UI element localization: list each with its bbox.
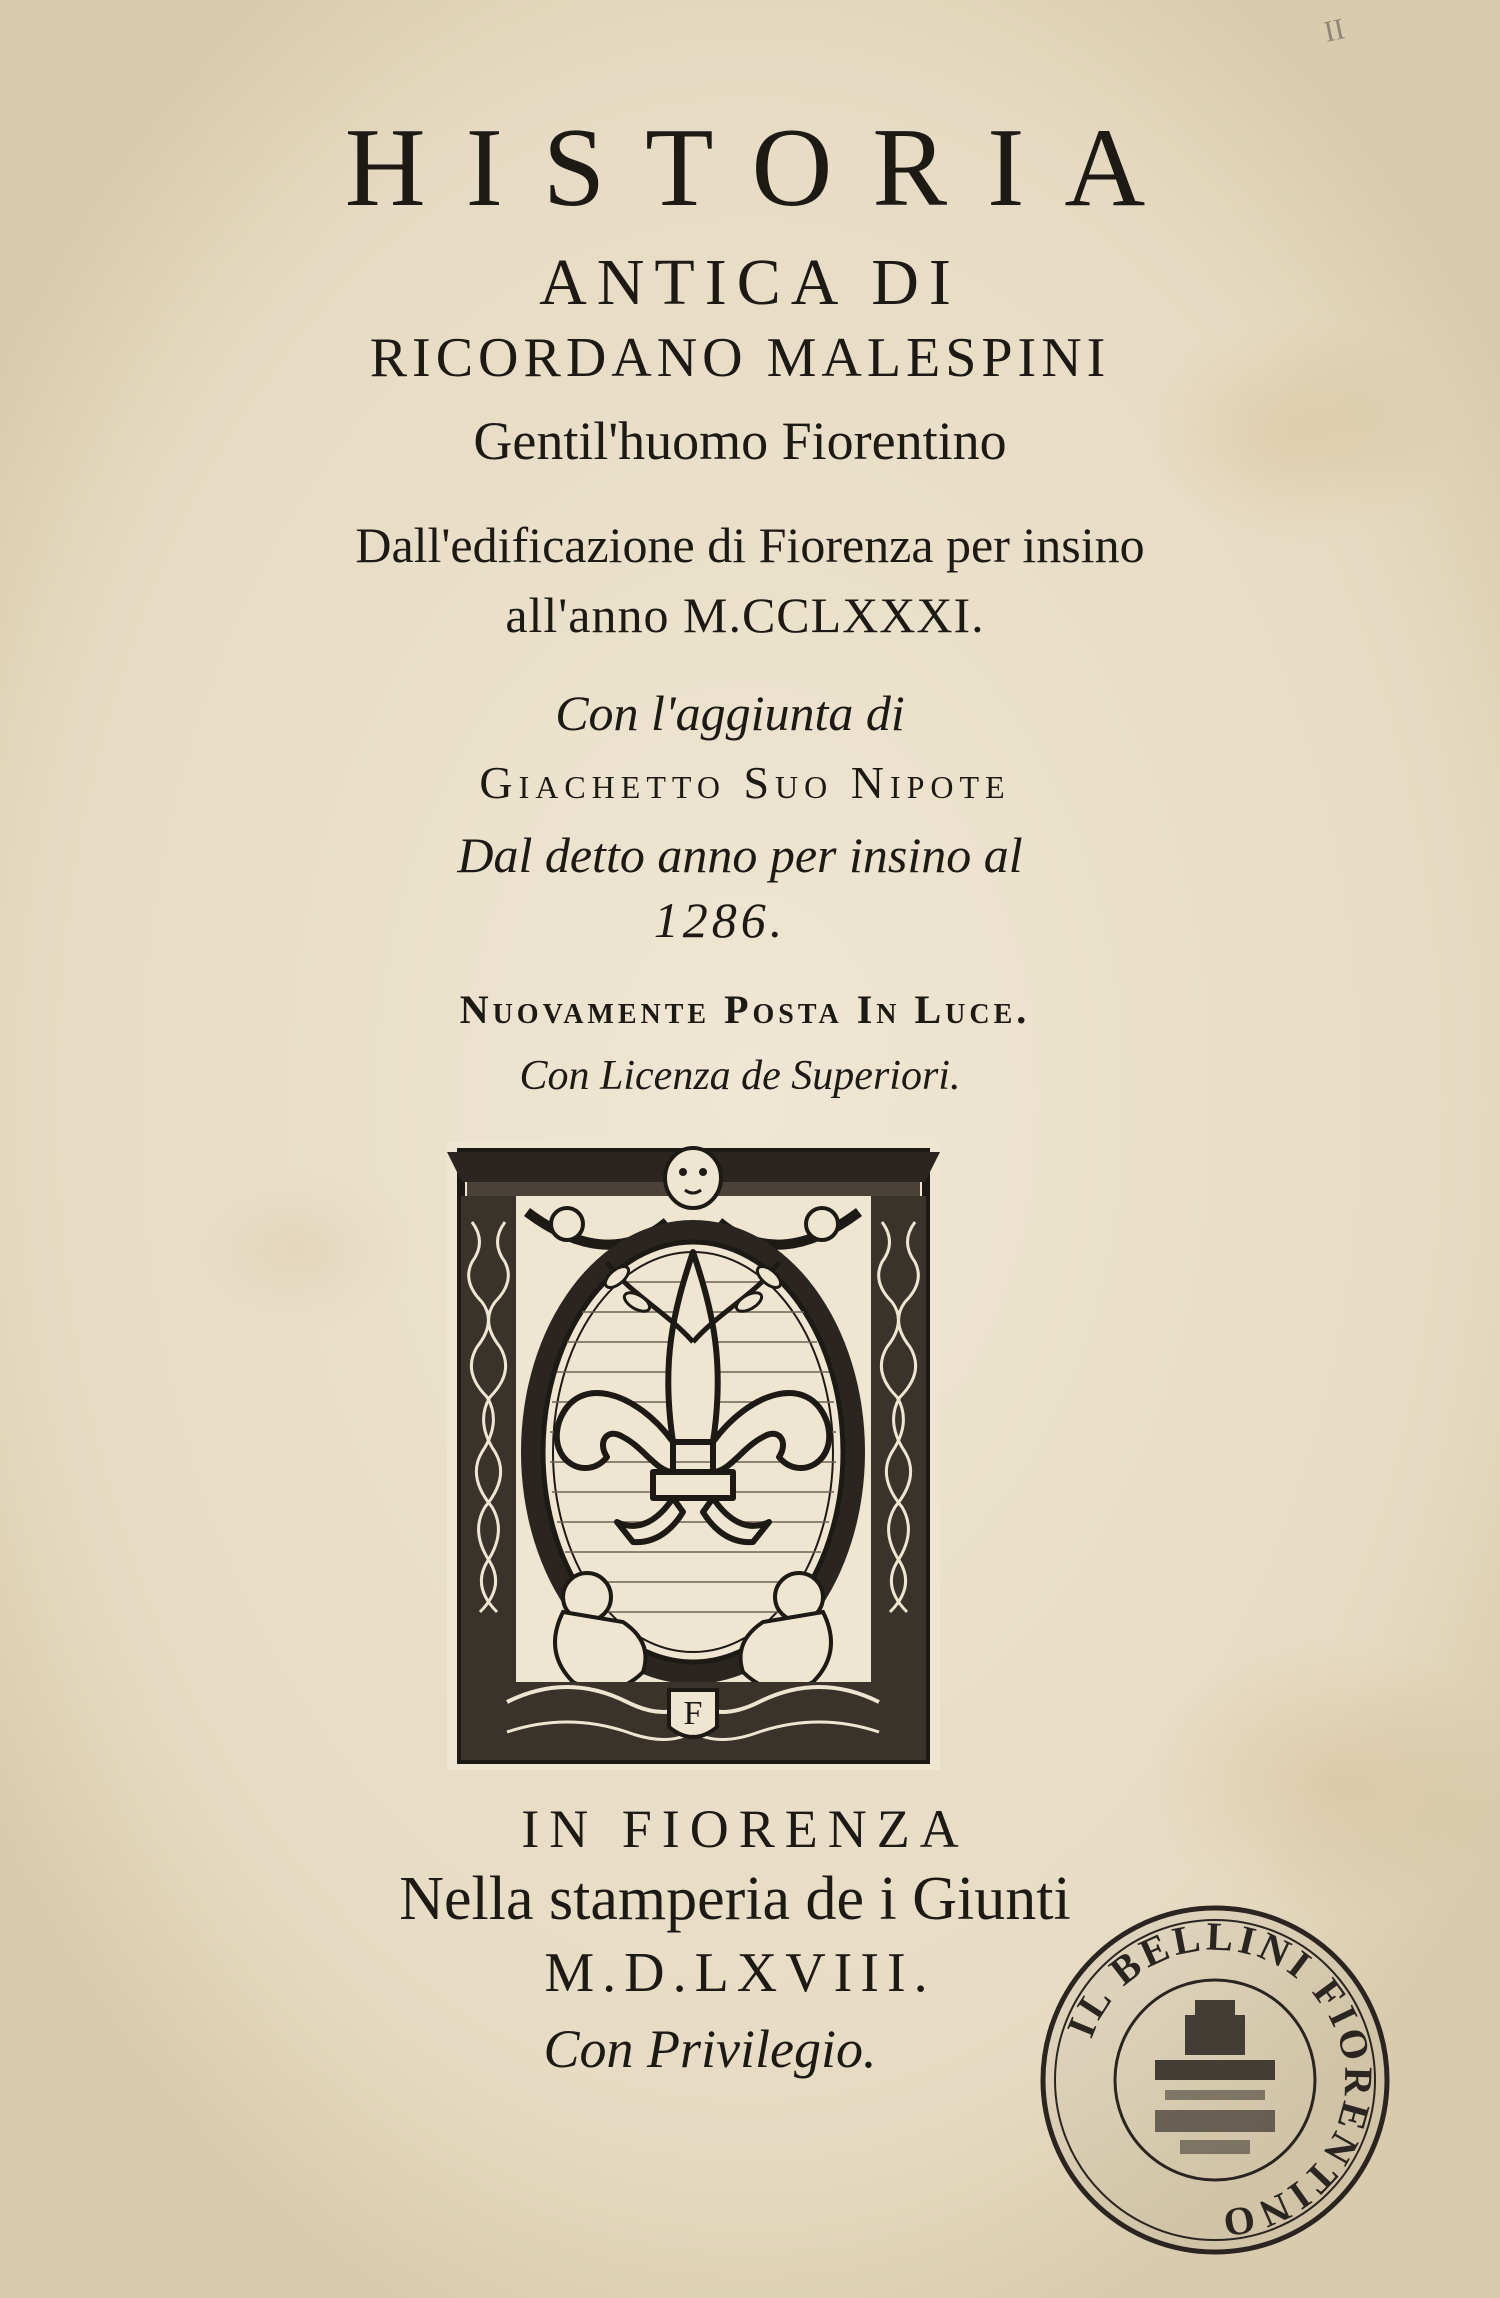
license-notice: Con Licenza de Superiori. [519,1053,961,1099]
nephew-period: Dal detto anno per insino al [457,827,1023,883]
nephew-name: Giachetto Suo Nipote [479,757,1011,808]
period-line-1: Dall'edificazione di Fiorenza per insino [355,517,1145,573]
author-description: Gentil'huomo Fiorentino [473,411,1007,471]
fleur-de-lis-woodcut-icon [447,1142,940,1770]
imprint-press: Nella stamperia de i Giunti [399,1865,1071,1933]
nephew-year: 1286. [653,892,787,948]
device-initial: F [683,1695,703,1732]
title-line-2: ANTICA DI [539,246,961,319]
imprint-city: IN FIORENZA [521,1799,969,1859]
privilege-notice: Con Privilegio. [543,2019,877,2079]
main-title: HISTORIA [344,106,1186,230]
addition-intro: Con l'aggiunta di [555,685,905,741]
new-light-notice: Nuovamente Posta In Luce. [459,987,1031,1032]
stamp-text: IL BELLINI FIORENTINO [1057,1913,1382,2247]
author-name: RICORDANO MALESPINI [369,327,1111,389]
period-line-2: all'anno M.CCLXXXI. [505,587,985,643]
imprint-date: M.D.LXVIII. [544,1942,936,2004]
shelfmark: II [1321,12,1348,49]
library-stamp-icon [1035,1900,1395,2260]
